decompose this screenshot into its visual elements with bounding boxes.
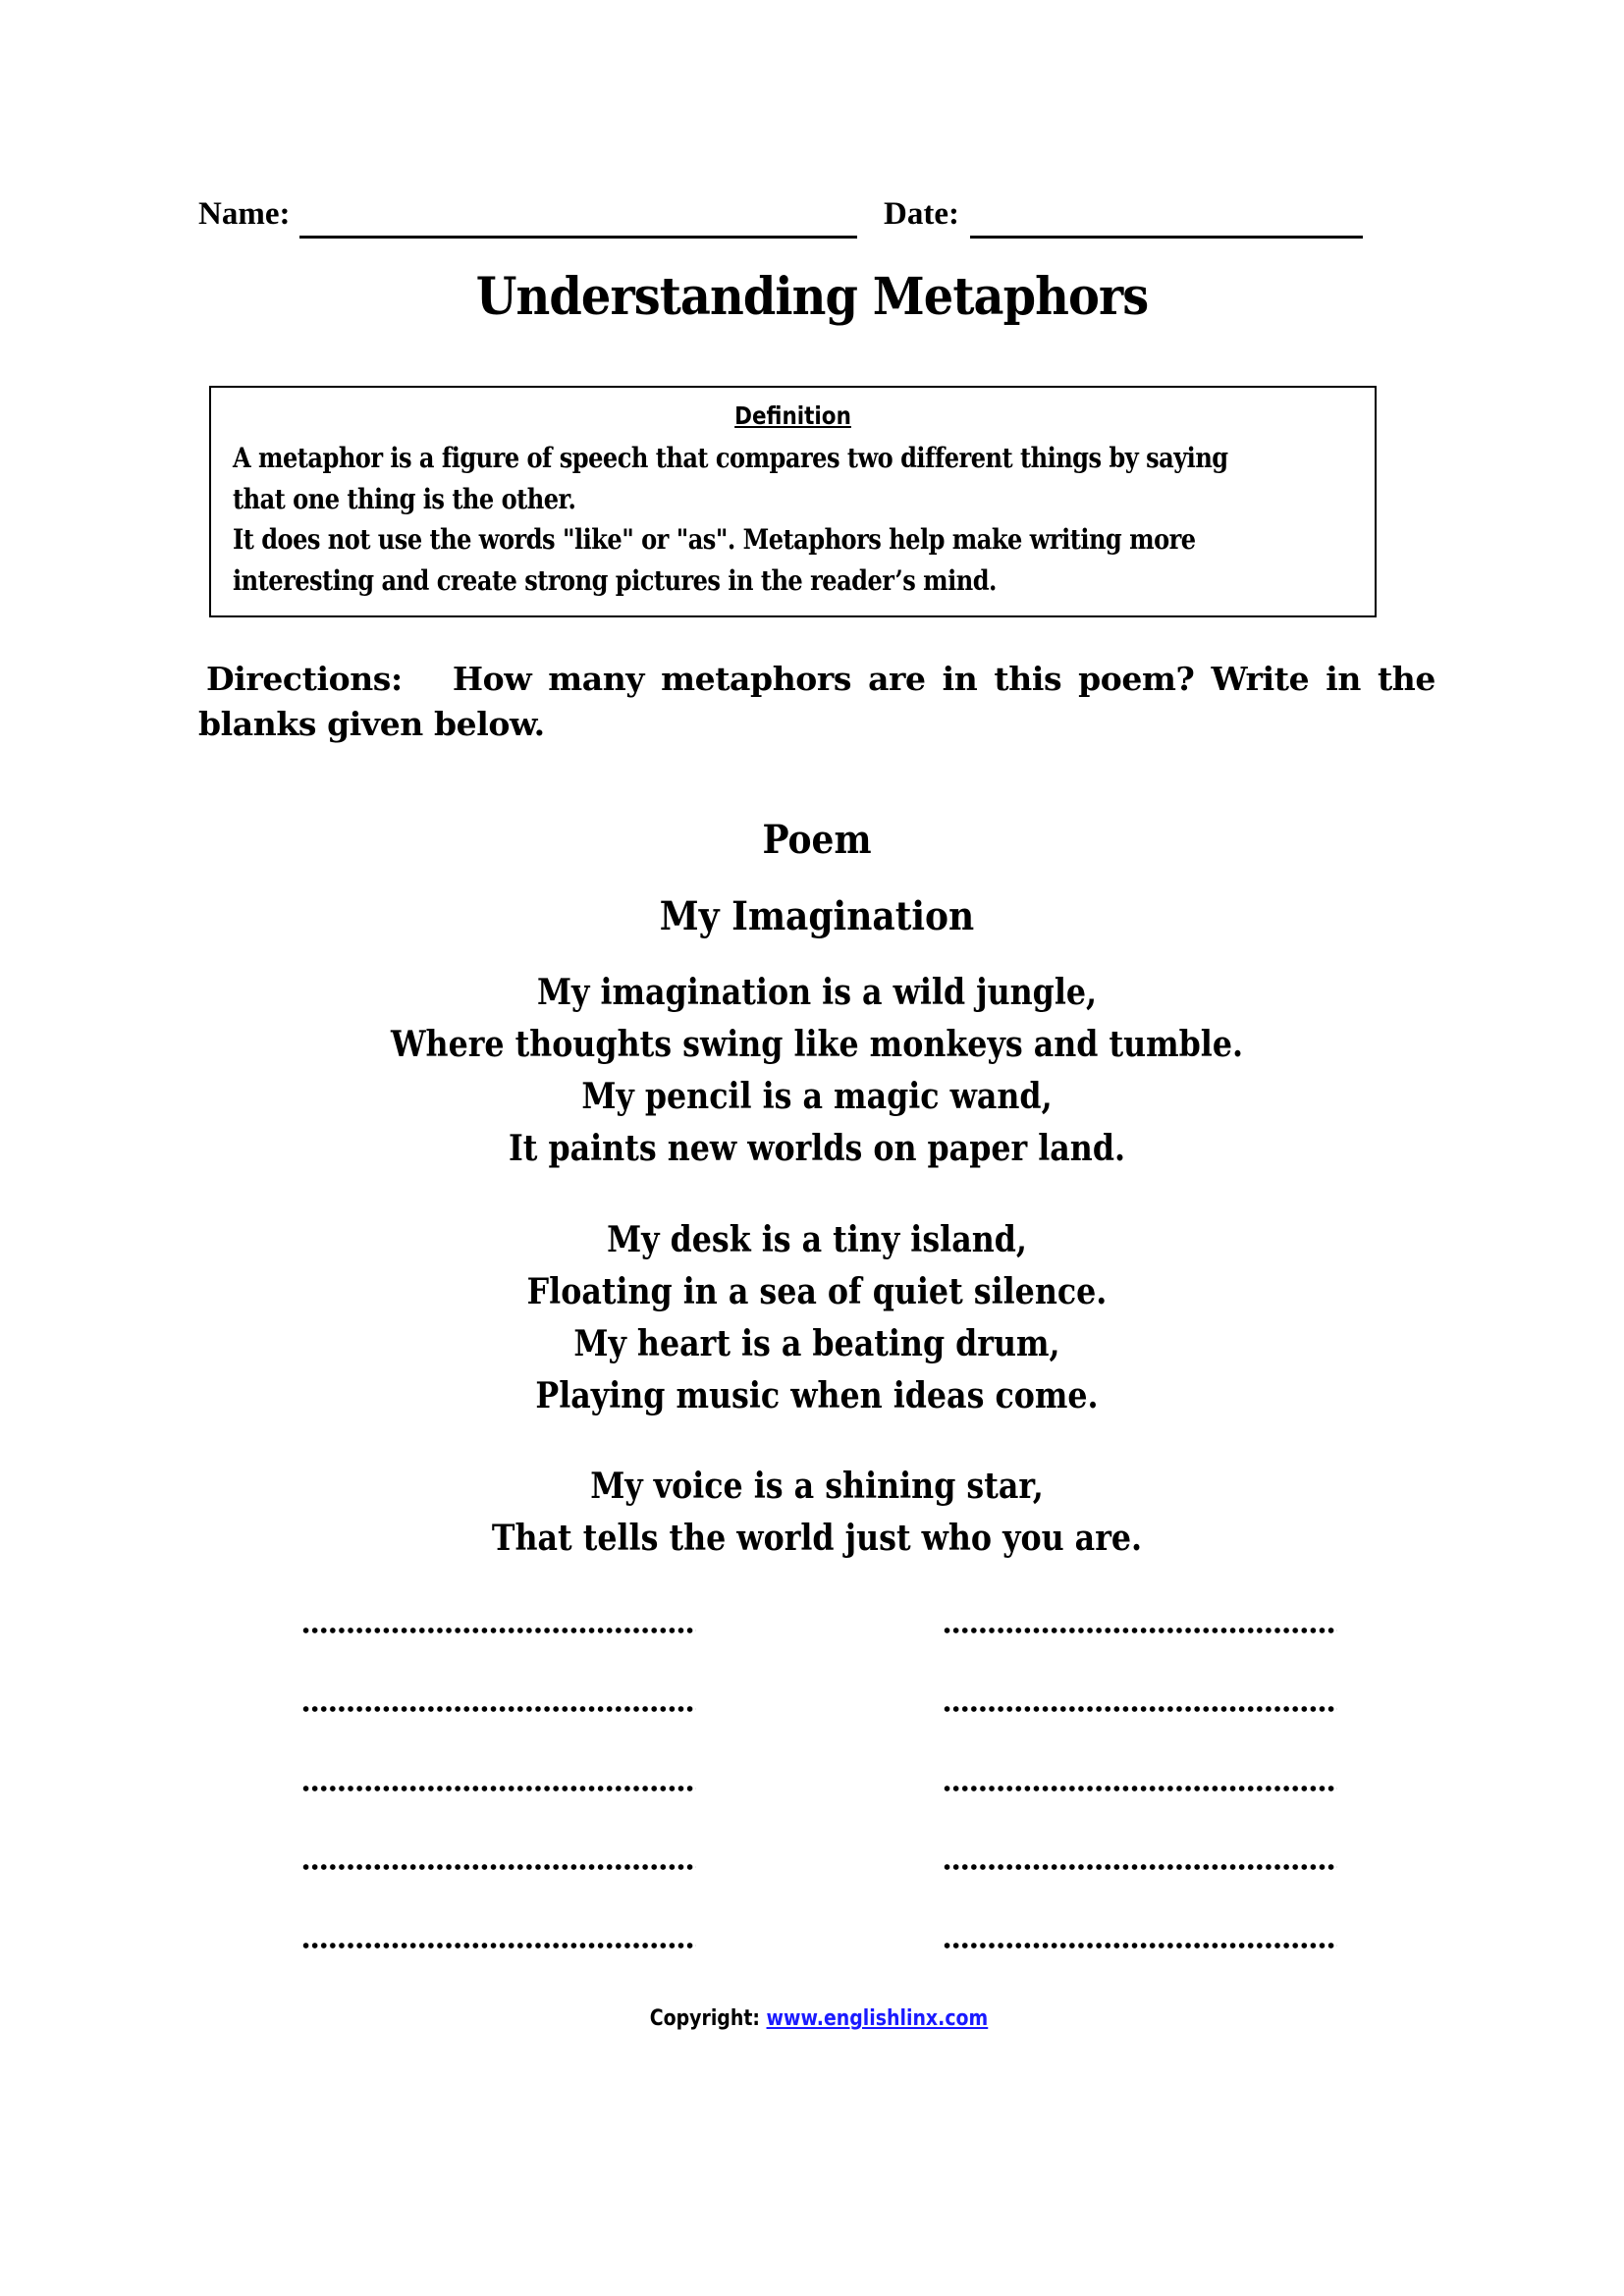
name-field[interactable] <box>299 236 857 239</box>
poem-line: That tells the world just who you are. <box>491 1518 1143 1559</box>
name-label: Name: <box>198 196 291 232</box>
definition-line: interesting and create strong pictures in the reader’s mind. <box>233 563 997 597</box>
copyright-link[interactable]: www.englishlinx.com <box>766 2006 989 2031</box>
definition-text <box>233 438 1364 601</box>
poem-line: My voice is a shining star, <box>590 1466 1044 1507</box>
definition-line: that one thing is the other. <box>233 482 576 515</box>
answer-blank[interactable] <box>943 1942 1337 1949</box>
definition-box <box>209 386 1377 617</box>
name-date-row <box>198 196 1377 245</box>
poem-stanza-2 <box>98 1214 1536 1422</box>
answer-blank[interactable] <box>301 1942 696 1949</box>
directions-text: How many metaphors are in this poem? Write in the blanks given below. <box>198 660 1435 743</box>
poem-line: It paints new worlds on paper land. <box>508 1128 1126 1169</box>
poem-stanza-3 <box>98 1461 1536 1565</box>
date-label: Date: <box>884 196 959 232</box>
poem-title: My Imagination <box>659 893 975 939</box>
answer-blank[interactable] <box>943 1705 1337 1713</box>
directions <box>198 657 1435 747</box>
poem-line: My pencil is a magic wand, <box>581 1076 1053 1117</box>
poem-line: Where thoughts swing like monkeys and tumble. <box>390 1024 1244 1065</box>
answer-blank[interactable] <box>943 1627 1337 1634</box>
copyright-footer <box>115 2006 1523 2031</box>
definition-heading: Definition <box>734 401 851 430</box>
poem-line: Floating in a sea of quiet silence. <box>526 1271 1108 1312</box>
answer-blank[interactable] <box>301 1863 696 1871</box>
answer-blank[interactable] <box>301 1705 696 1713</box>
date-field[interactable] <box>970 236 1363 239</box>
definition-line: It does not use the words "like" or "as". Metaphors help make writing more <box>233 523 1196 556</box>
poem-line: Playing music when ideas come. <box>535 1375 1099 1416</box>
poem-line: My heart is a beating drum, <box>573 1323 1060 1364</box>
definition-line: A metaphor is a figure of speech that compares two different things by saying <box>233 442 1228 474</box>
answer-blank[interactable] <box>943 1863 1337 1871</box>
answer-blank[interactable] <box>943 1785 1337 1792</box>
poem-stanza-1 <box>98 967 1536 1175</box>
poem-label: Poem <box>762 817 872 863</box>
copyright-label: Copyright: <box>649 2006 760 2031</box>
poem-line: My imagination is a wild jungle, <box>536 972 1098 1013</box>
page-title: Understanding Metaphors <box>475 267 1149 327</box>
answer-blank[interactable] <box>301 1627 696 1634</box>
poem-line: My desk is a tiny island, <box>607 1219 1027 1260</box>
answer-blank[interactable] <box>301 1785 696 1792</box>
directions-label: Directions: <box>206 660 403 698</box>
